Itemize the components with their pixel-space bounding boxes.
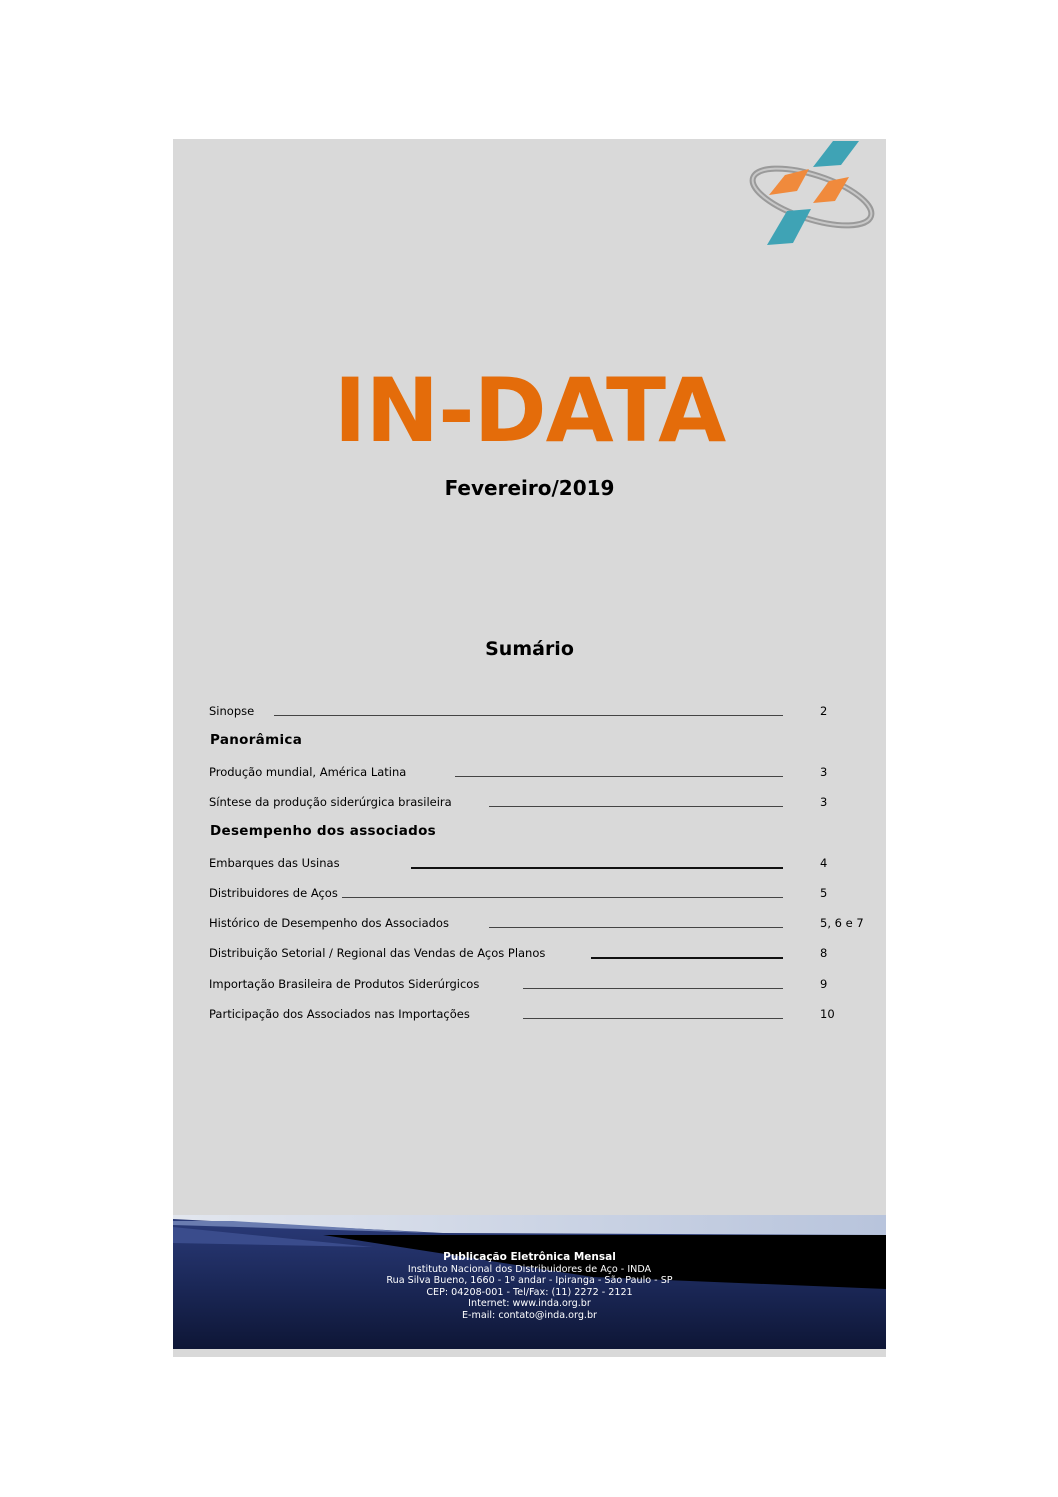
inda-logo-icon xyxy=(747,139,877,249)
toc-entry-embarques[interactable] xyxy=(209,856,869,872)
toc-leader xyxy=(591,957,783,959)
toc-entry-page: 2 xyxy=(820,704,828,718)
toc-leader xyxy=(455,776,783,777)
toc-title: Sumário xyxy=(485,638,574,660)
toc-entry-page: 8 xyxy=(820,946,828,960)
toc-entry-label: Síntese da produção siderúrgica brasileira xyxy=(209,795,452,809)
toc-entry-importacao[interactable] xyxy=(209,977,869,993)
toc-entry-page: 4 xyxy=(820,856,828,870)
toc-entry-label: Distribuição Setorial / Regional das Vendas de Aços Planos xyxy=(209,946,546,960)
toc-entry-label: Distribuidores de Aços xyxy=(209,886,338,900)
toc-entry-page: 3 xyxy=(820,795,828,809)
toc-entry-label: Histórico de Desempenho dos Associados xyxy=(209,916,449,930)
toc-entry-label: Produção mundial, América Latina xyxy=(209,765,407,779)
toc-leader xyxy=(489,927,783,928)
footer-address: Rua Silva Bueno, 1660 - 1º andar - Ipiranga - São Paulo - SP xyxy=(386,1275,673,1287)
toc-section-panoramica: Panorâmica xyxy=(210,732,303,748)
footer-contact-block xyxy=(173,1252,886,1322)
toc-entry-page: 5 xyxy=(820,886,828,900)
toc-entry-label: Participação dos Associados nas Importações xyxy=(209,1007,470,1021)
toc-entry-page: 9 xyxy=(820,977,828,991)
toc-section-desempenho: Desempenho dos associados xyxy=(210,823,436,839)
toc-leader xyxy=(523,1018,783,1019)
toc-leader xyxy=(489,806,783,807)
toc-leader xyxy=(411,867,783,869)
toc-entry-page: 5, 6 e 7 xyxy=(820,916,864,930)
toc-entry-sinopse[interactable] xyxy=(209,704,869,720)
footer-website[interactable]: Internet: www.inda.org.br xyxy=(468,1298,591,1310)
footer-phone: CEP: 04208-001 - Tel/Fax: (11) 2272 - 2121 xyxy=(426,1286,633,1298)
toc-entry-page: 3 xyxy=(820,765,828,779)
toc-entry-participacao[interactable] xyxy=(209,1007,869,1023)
toc-entry-label: Embarques das Usinas xyxy=(209,856,340,870)
footer-publication-label: Publicação Eletrônica Mensal xyxy=(443,1251,616,1263)
toc-leader xyxy=(274,715,783,716)
toc-entry-distribuidores[interactable] xyxy=(209,886,869,902)
toc-entry-label: Importação Brasileira de Produtos Siderúrgicos xyxy=(209,977,480,991)
toc-entry-historico[interactable] xyxy=(209,916,869,932)
document-date: Fevereiro/2019 xyxy=(444,476,615,500)
toc-entry-sintese[interactable] xyxy=(209,795,869,811)
document-title: IN-DATA xyxy=(333,359,726,462)
cover-page xyxy=(173,139,886,1357)
toc-leader xyxy=(523,988,783,989)
toc-entry-producao-mundial[interactable] xyxy=(209,765,869,781)
toc-entry-label: Sinopse xyxy=(209,704,255,718)
footer-institute: Instituto Nacional dos Distribuidores de Aço - INDA xyxy=(407,1263,652,1275)
toc-entry-page: 10 xyxy=(820,1007,835,1021)
toc-leader xyxy=(342,897,783,898)
footer-email[interactable]: E-mail: contato@inda.org.br xyxy=(461,1309,598,1321)
toc-entry-distribuicao-setorial[interactable] xyxy=(209,946,869,962)
